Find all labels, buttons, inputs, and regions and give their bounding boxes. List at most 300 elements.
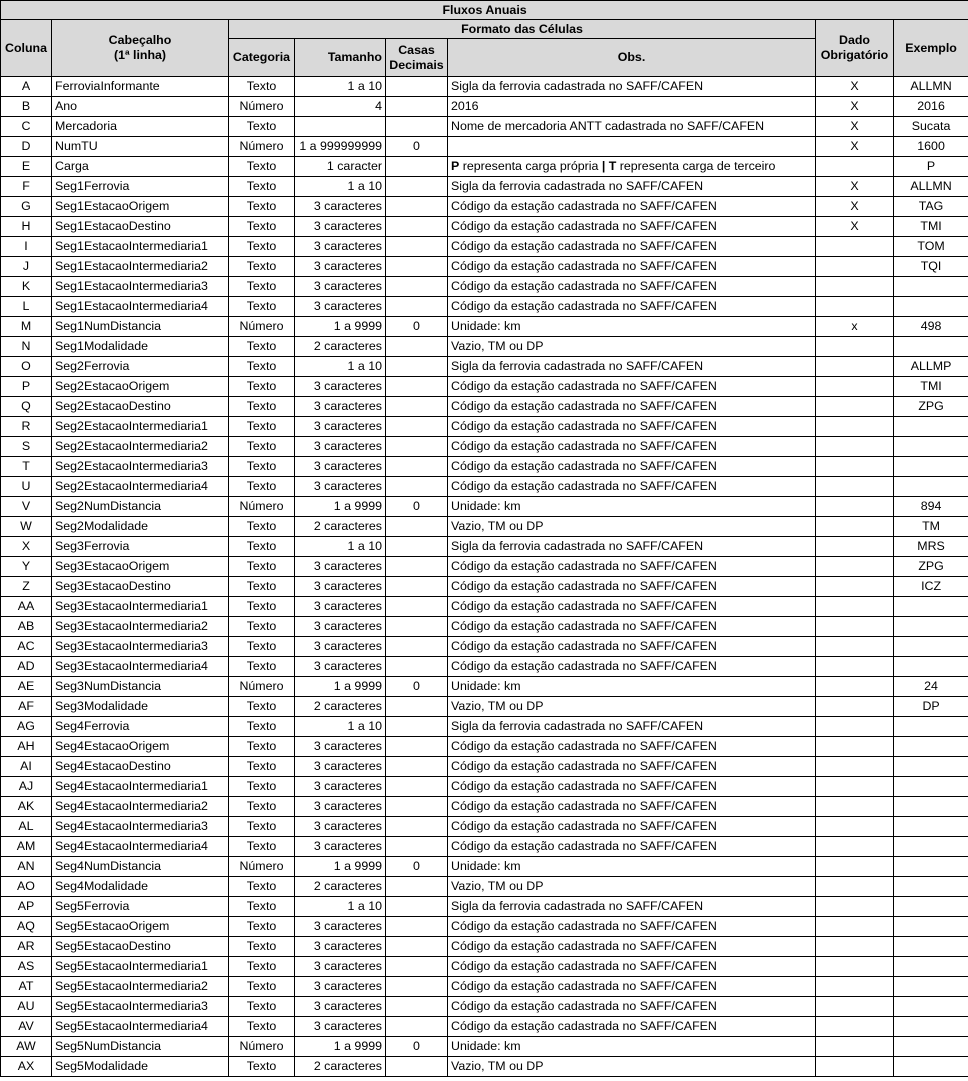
cell-obs: Sigla da ferrovia cadastrada no SAFF/CAFEN [448,537,816,557]
cell-tamanho: 3 caracteres [295,737,386,757]
table-row [1,897,968,917]
cell-obs: Sigla da ferrovia cadastrada no SAFF/CAFEN [448,77,816,97]
cell-exemplo [894,897,968,917]
cell-casas-decimais [386,377,448,397]
header-cabecalho-label: Cabeçalho [108,33,172,47]
cell-coluna: U [1,477,52,497]
cell-coluna: AB [1,617,52,637]
cell-categoria: Texto [229,657,295,677]
cell-coluna: K [1,277,52,297]
cell-exemplo [894,737,968,757]
cell-categoria: Texto [229,377,295,397]
cell-coluna: AU [1,997,52,1017]
cell-categoria: Texto [229,817,295,837]
cell-coluna: AN [1,857,52,877]
cell-exemplo [894,937,968,957]
cell-categoria: Texto [229,237,295,257]
cell-categoria: Texto [229,637,295,657]
cell-casas-decimais [386,617,448,637]
cell-tamanho: 2 caracteres [295,1057,386,1077]
cell-casas-decimais [386,577,448,597]
cell-casas-decimais [386,97,448,117]
cell-casas-decimais [386,777,448,797]
header-decimais-label: Decimais [389,57,444,72]
cell-coluna: F [1,177,52,197]
cell-casas-decimais [386,957,448,977]
cell-obs: Sigla da ferrovia cadastrada no SAFF/CAFEN [448,177,816,197]
table-row [1,137,968,157]
cell-coluna: D [1,137,52,157]
table-row [1,757,968,777]
cell-obs [448,157,816,177]
cell-cabecalho: Seg4EstacaoDestino [52,757,229,777]
header-dado-obrigatorio [816,20,894,77]
cell-obs: Vazio, TM ou DP [448,517,816,537]
cell-exemplo [894,797,968,817]
table-row [1,917,968,937]
cell-tamanho: 3 caracteres [295,917,386,937]
cell-cabecalho: Seg3EstacaoIntermediaria4 [52,657,229,677]
cell-obs: Unidade: km [448,1037,816,1057]
cell-tamanho: 3 caracteres [295,217,386,237]
cell-cabecalho: Seg1Modalidade [52,337,229,357]
table-row [1,357,968,377]
cell-coluna: AC [1,637,52,657]
cell-cabecalho: Seg4Modalidade [52,877,229,897]
table-row [1,377,968,397]
cell-obs: Vazio, TM ou DP [448,877,816,897]
cell-tamanho: 3 caracteres [295,817,386,837]
cell-categoria: Texto [229,477,295,497]
table-row [1,457,968,477]
cell-obs: Código da estação cadastrada no SAFF/CAFEN [448,797,816,817]
cell-cabecalho: Seg5EstacaoIntermediaria1 [52,957,229,977]
cell-exemplo [894,837,968,857]
cell-cabecalho: Seg2EstacaoDestino [52,397,229,417]
cell-dado-obrigatorio [816,937,894,957]
cell-tamanho: 3 caracteres [295,457,386,477]
cell-cabecalho: Carga [52,157,229,177]
cell-dado-obrigatorio [816,877,894,897]
cell-obs: Vazio, TM ou DP [448,337,816,357]
cell-categoria: Número [229,317,295,337]
header-formato: Formato das Células [229,20,816,39]
cell-casas-decimais [386,477,448,497]
table-row [1,1017,968,1037]
cell-tamanho: 2 caracteres [295,517,386,537]
cell-categoria: Texto [229,117,295,137]
cell-exemplo [894,477,968,497]
cell-tamanho [295,117,386,137]
cell-casas-decimais [386,257,448,277]
cell-coluna: L [1,297,52,317]
cell-obs: Unidade: km [448,677,816,697]
cell-cabecalho: Seg1EstacaoOrigem [52,197,229,217]
cell-tamanho: 1 a 10 [295,177,386,197]
cell-categoria: Texto [229,337,295,357]
cell-exemplo: TOM [894,237,968,257]
cell-exemplo [894,297,968,317]
cell-coluna: B [1,97,52,117]
cell-cabecalho: Seg1Ferrovia [52,177,229,197]
table-row [1,277,968,297]
cell-coluna: AS [1,957,52,977]
cell-dado-obrigatorio [816,837,894,857]
cell-tamanho: 1 a 10 [295,537,386,557]
cell-exemplo: ZPG [894,557,968,577]
cell-exemplo: 2016 [894,97,968,117]
cell-dado-obrigatorio [816,637,894,657]
cell-casas-decimais [386,77,448,97]
cell-obs: Código da estação cadastrada no SAFF/CAFEN [448,997,816,1017]
cell-obs: Unidade: km [448,497,816,517]
cell-cabecalho: Seg4EstacaoIntermediaria2 [52,797,229,817]
cell-dado-obrigatorio: X [816,137,894,157]
cell-obs: Código da estação cadastrada no SAFF/CAFEN [448,737,816,757]
cell-dado-obrigatorio: X [816,177,894,197]
cell-casas-decimais [386,297,448,317]
cell-casas-decimais [386,877,448,897]
cell-tamanho: 3 caracteres [295,437,386,457]
cell-casas-decimais [386,1057,448,1077]
cell-casas-decimais: 0 [386,137,448,157]
cell-cabecalho: Seg4EstacaoIntermediaria4 [52,837,229,857]
cell-exemplo: TQI [894,257,968,277]
cell-exemplo: 24 [894,677,968,697]
table-row [1,977,968,997]
table-row [1,817,968,837]
cell-tamanho: 3 caracteres [295,757,386,777]
cell-tamanho: 4 [295,97,386,117]
cell-coluna: AE [1,677,52,697]
cell-tamanho: 1 a 9999 [295,1037,386,1057]
cell-categoria: Texto [229,357,295,377]
cell-exemplo: ALLMN [894,77,968,97]
cell-exemplo: ALLMP [894,357,968,377]
cell-casas-decimais [386,177,448,197]
cell-tamanho: 3 caracteres [295,557,386,577]
table-row [1,957,968,977]
cell-dado-obrigatorio [816,757,894,777]
header-dado-label: Dado [839,33,870,47]
cell-cabecalho: Seg5Ferrovia [52,897,229,917]
cell-dado-obrigatorio [816,717,894,737]
cell-coluna: AX [1,1057,52,1077]
cell-dado-obrigatorio [816,497,894,517]
cell-categoria: Texto [229,577,295,597]
cell-tamanho: 1 a 10 [295,357,386,377]
cell-coluna: AR [1,937,52,957]
cell-exemplo: 894 [894,497,968,517]
cell-cabecalho: Seg2Modalidade [52,517,229,537]
cell-dado-obrigatorio [816,517,894,537]
cell-tamanho: 3 caracteres [295,1017,386,1037]
cell-casas-decimais [386,537,448,557]
cell-casas-decimais [386,717,448,737]
cell-casas-decimais [386,637,448,657]
cell-obs: Unidade: km [448,317,816,337]
cell-categoria: Texto [229,1017,295,1037]
cell-tamanho: 2 caracteres [295,697,386,717]
cell-categoria: Texto [229,777,295,797]
cell-exemplo: Sucata [894,117,968,137]
table-row [1,157,968,177]
cell-dado-obrigatorio [816,957,894,977]
cell-categoria: Número [229,497,295,517]
cell-categoria: Texto [229,837,295,857]
cell-cabecalho: Seg5EstacaoIntermediaria2 [52,977,229,997]
table-row [1,837,968,857]
cell-obs: Código da estação cadastrada no SAFF/CAFEN [448,817,816,837]
table-row [1,937,968,957]
cell-categoria: Texto [229,797,295,817]
cell-exemplo [894,817,968,837]
table-row [1,437,968,457]
table-row [1,217,968,237]
cell-dado-obrigatorio [816,737,894,757]
table-row [1,857,968,877]
cell-categoria: Texto [229,517,295,537]
cell-cabecalho: Ano [52,97,229,117]
cell-dado-obrigatorio [816,277,894,297]
cell-coluna: AT [1,977,52,997]
cell-tamanho: 3 caracteres [295,637,386,657]
cell-cabecalho: Seg3EstacaoIntermediaria1 [52,597,229,617]
cell-categoria: Texto [229,877,295,897]
cell-obs: Código da estação cadastrada no SAFF/CAFEN [448,777,816,797]
cell-exemplo [894,717,968,737]
table-row [1,717,968,737]
cell-tamanho: 3 caracteres [295,597,386,617]
table-row [1,997,968,1017]
cell-categoria: Texto [229,397,295,417]
cell-obs: Unidade: km [448,857,816,877]
cell-exemplo [894,857,968,877]
table-row [1,797,968,817]
header-exemplo: Exemplo [894,20,968,77]
cell-tamanho: 1 a 10 [295,77,386,97]
cell-tamanho: 3 caracteres [295,397,386,417]
cell-coluna: E [1,157,52,177]
cell-obs: 2016 [448,97,816,117]
table-row [1,1057,968,1077]
cell-categoria: Texto [229,757,295,777]
cell-exemplo [894,1017,968,1037]
cell-casas-decimais [386,357,448,377]
cell-exemplo: 1600 [894,137,968,157]
cell-casas-decimais [386,597,448,617]
cell-dado-obrigatorio [816,817,894,837]
cell-casas-decimais [386,197,448,217]
cell-casas-decimais: 0 [386,857,448,877]
cell-tamanho: 3 caracteres [295,577,386,597]
table-row [1,397,968,417]
cell-tamanho: 3 caracteres [295,417,386,437]
cell-dado-obrigatorio [816,357,894,377]
cell-categoria: Texto [229,217,295,237]
cell-coluna: T [1,457,52,477]
cell-cabecalho: Seg3Ferrovia [52,537,229,557]
cell-obs: Código da estação cadastrada no SAFF/CAFEN [448,597,816,617]
cell-casas-decimais [386,897,448,917]
cell-coluna: Y [1,557,52,577]
obs-p-text: representa carga própria [459,159,602,173]
table-row [1,297,968,317]
cell-obs: Código da estação cadastrada no SAFF/CAFEN [448,377,816,397]
cell-coluna: AH [1,737,52,757]
cell-dado-obrigatorio: X [816,77,894,97]
cell-coluna: AQ [1,917,52,937]
cell-tamanho: 2 caracteres [295,877,386,897]
cell-categoria: Texto [229,937,295,957]
table-row [1,497,968,517]
cell-casas-decimais [386,697,448,717]
cell-casas-decimais [386,737,448,757]
cell-cabecalho: Seg2EstacaoIntermediaria1 [52,417,229,437]
cell-tamanho: 3 caracteres [295,297,386,317]
cell-categoria: Texto [229,177,295,197]
cell-cabecalho: Seg5EstacaoIntermediaria4 [52,1017,229,1037]
cell-coluna: AL [1,817,52,837]
cell-cabecalho: Seg2EstacaoIntermediaria4 [52,477,229,497]
cell-obs: Vazio, TM ou DP [448,1057,816,1077]
cell-exemplo: ZPG [894,397,968,417]
cell-dado-obrigatorio: x [816,317,894,337]
cell-dado-obrigatorio [816,677,894,697]
cell-categoria: Texto [229,597,295,617]
cell-dado-obrigatorio [816,617,894,637]
cell-coluna: I [1,237,52,257]
cell-obs: Código da estação cadastrada no SAFF/CAFEN [448,457,816,477]
cell-exemplo: ALLMN [894,177,968,197]
cell-categoria: Texto [229,697,295,717]
table-row [1,737,968,757]
cell-casas-decimais [386,917,448,937]
cell-coluna: C [1,117,52,137]
table-row [1,177,968,197]
cell-categoria: Texto [229,917,295,937]
cell-obs: Código da estação cadastrada no SAFF/CAFEN [448,577,816,597]
cell-dado-obrigatorio [816,557,894,577]
cell-obs: Código da estação cadastrada no SAFF/CAFEN [448,917,816,937]
cell-obs: Sigla da ferrovia cadastrada no SAFF/CAFEN [448,717,816,737]
cell-dado-obrigatorio [816,577,894,597]
cell-coluna: AF [1,697,52,717]
cell-categoria: Texto [229,417,295,437]
header-casas-decimais [386,39,448,77]
table-row [1,417,968,437]
cell-categoria: Texto [229,197,295,217]
cell-dado-obrigatorio [816,1017,894,1037]
obs-p-code: P [451,159,460,173]
cell-obs: Nome de mercadoria ANTT cadastrada no SAFF/CAFEN [448,117,816,137]
cell-exemplo [894,977,968,997]
cell-casas-decimais [386,277,448,297]
cell-dado-obrigatorio [816,777,894,797]
obs-t-text: representa carga de terceiro [616,159,776,173]
cell-dado-obrigatorio [816,417,894,437]
cell-cabecalho: Seg1EstacaoIntermediaria4 [52,297,229,317]
cell-cabecalho: Seg2EstacaoOrigem [52,377,229,397]
table-body [1,77,968,1077]
cell-dado-obrigatorio [816,797,894,817]
cell-exemplo: 498 [894,317,968,337]
cell-cabecalho: Seg2EstacaoIntermediaria2 [52,437,229,457]
cell-exemplo [894,917,968,937]
cell-dado-obrigatorio [816,1037,894,1057]
table-row [1,597,968,617]
cell-casas-decimais [386,937,448,957]
cell-dado-obrigatorio [816,597,894,617]
cell-casas-decimais [386,117,448,137]
cell-exemplo [894,457,968,477]
cell-coluna: Z [1,577,52,597]
cell-tamanho: 3 caracteres [295,477,386,497]
cell-tamanho: 3 caracteres [295,937,386,957]
cell-categoria: Texto [229,557,295,577]
cell-cabecalho: Seg2Ferrovia [52,357,229,377]
cell-tamanho: 1 a 10 [295,717,386,737]
cell-tamanho: 3 caracteres [295,657,386,677]
cell-coluna: Q [1,397,52,417]
table-row [1,637,968,657]
cell-exemplo [894,437,968,457]
cell-dado-obrigatorio [816,977,894,997]
cell-coluna: S [1,437,52,457]
cell-obs: Código da estação cadastrada no SAFF/CAFEN [448,417,816,437]
cell-dado-obrigatorio [816,857,894,877]
cell-cabecalho: NumTU [52,137,229,157]
cell-categoria: Texto [229,737,295,757]
cell-tamanho: 3 caracteres [295,997,386,1017]
cell-categoria: Texto [229,897,295,917]
header-cabecalho-sub: (1ª linha) [113,48,167,62]
cell-tamanho: 1 caracter [295,157,386,177]
cell-casas-decimais [386,837,448,857]
cell-categoria: Número [229,1037,295,1057]
cell-tamanho: 3 caracteres [295,197,386,217]
header-obs: Obs. [448,39,816,77]
table-row [1,477,968,497]
cell-categoria: Texto [229,957,295,977]
cell-casas-decimais [386,557,448,577]
cell-categoria: Texto [229,297,295,317]
cell-obs: Código da estação cadastrada no SAFF/CAFEN [448,657,816,677]
header-coluna: Coluna [1,20,52,77]
header-obrigatorio-label: Obrigatório [820,48,889,62]
cell-tamanho: 1 a 999999999 [295,137,386,157]
cell-cabecalho: Seg3NumDistancia [52,677,229,697]
cell-obs: Código da estação cadastrada no SAFF/CAFEN [448,617,816,637]
cell-tamanho: 3 caracteres [295,777,386,797]
cell-coluna: G [1,197,52,217]
cell-coluna: O [1,357,52,377]
cell-tamanho: 3 caracteres [295,277,386,297]
cell-categoria: Texto [229,257,295,277]
cell-coluna: W [1,517,52,537]
cell-casas-decimais [386,517,448,537]
cell-obs: Sigla da ferrovia cadastrada no SAFF/CAFEN [448,357,816,377]
cell-coluna: AD [1,657,52,677]
cell-coluna: X [1,537,52,557]
cell-obs: Código da estação cadastrada no SAFF/CAFEN [448,757,816,777]
cell-dado-obrigatorio [816,537,894,557]
cell-obs: Código da estação cadastrada no SAFF/CAFEN [448,957,816,977]
cell-cabecalho: Seg3EstacaoIntermediaria2 [52,617,229,637]
cell-cabecalho: Seg3EstacaoIntermediaria3 [52,637,229,657]
header-casas-label: Casas [398,42,435,57]
cell-exemplo: TMI [894,217,968,237]
